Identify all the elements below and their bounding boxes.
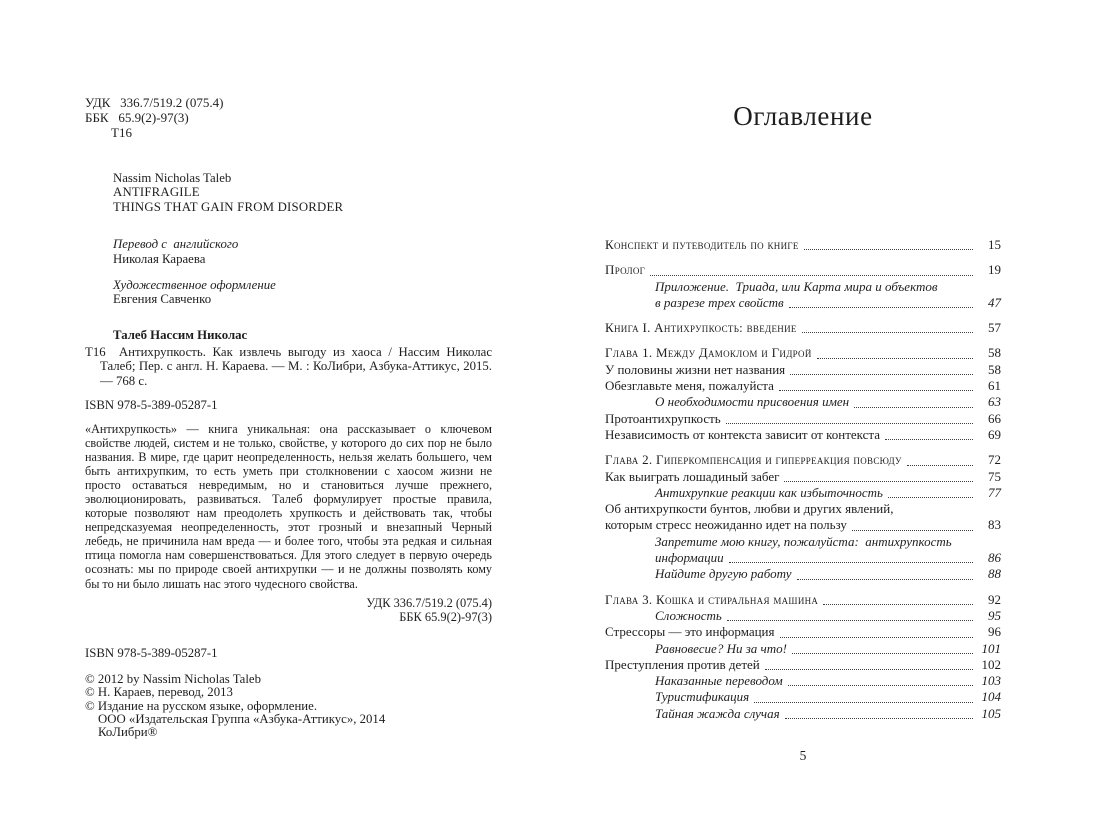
toc-entry [605,279,1001,295]
toc-entry-page: 66 [988,410,1001,426]
toc-entry-label: Стрессоры — это информация [605,624,775,640]
designer-name: Евгения Савченко [113,292,212,307]
toc-entry-label: Глава 2. Гиперкомпенсация и гиперреакция повсюду [605,452,902,468]
toc-entry [605,608,1001,624]
toc-entry-label: Найдите другую работу [655,566,792,582]
toc-entry-label: Запретите мою книгу, пожалуйста: антихрупкость [655,533,952,549]
toc-entry [605,592,1001,608]
contents-page [605,95,1001,722]
toc-entry [605,237,1001,253]
translator-block [85,237,492,266]
toc-entry [605,517,1001,533]
copyright-line: © Н. Караев, перевод, 2013 [85,685,233,700]
toc-entry [605,673,1001,689]
toc-entry-page: 19 [988,262,1001,278]
toc-entry [605,566,1001,582]
toc-entry-label: Наказанные переводом [655,673,783,689]
toc-entry [605,427,1001,443]
toc-leader-dots [907,465,973,466]
toc-leader-dots [817,358,973,359]
toc-entry [605,501,1001,517]
toc-leader-dots [797,579,973,580]
toc-entry [605,295,1001,311]
toc-entry [605,411,1001,427]
toc-leader-dots [784,481,973,482]
toc-entry-page: 61 [988,378,1001,394]
original-title-block [85,171,492,215]
toc-leader-dots [852,530,973,531]
toc-entry-page: 95 [988,607,1001,623]
toc-entry [605,657,1001,673]
toc-entry [605,534,1001,550]
toc-entry-label: Сложность [655,607,722,623]
toc-leader-dots [888,497,973,498]
bbk-line: ББК 65.9(2)-97(3) [85,110,189,126]
toc-leader-dots [785,718,973,719]
toc-entry-label: Преступления против детей [605,656,760,672]
imprint-page [85,95,492,740]
toc-entry [605,706,1001,722]
toc-entry-label: Глава 3. Кошка и стиральная машина [605,591,819,607]
designer-role: Художественное оформление [113,277,276,292]
toc-list [605,237,1001,722]
toc-entry-page: 77 [988,484,1001,500]
copyright-line: © 2012 by Nassim Nicholas Taleb [85,672,261,687]
toc-entry-page: 102 [981,656,1001,672]
toc-entry-page: 104 [981,689,1001,705]
toc-leader-dots [789,307,973,308]
translator-name: Николая Караева [113,251,206,266]
toc-entry-page: 86 [988,550,1001,566]
bbk-footer-line: ББК 65.9(2)-97(3) [399,609,492,624]
translator-role: Перевод с английского [113,237,239,252]
toc-leader-dots [885,439,973,440]
toc-entry-label: информации [655,550,724,566]
catalog-code: Т16 [85,344,106,359]
isbn-line-repeat: ISBN 978-5-389-05287-1 [85,646,218,661]
toc-leader-dots [788,685,973,686]
page-number: 5 [799,748,807,763]
toc-entry [605,320,1001,336]
toc-entry-page: 58 [988,361,1001,377]
toc-entry [605,362,1001,378]
toc-entry [605,345,1001,361]
toc-entry-label: Как выиграть лошадиный забег [605,468,780,484]
toc-entry-label: Обезглавьте меня, пожалуйста [605,378,774,394]
toc-entry-label: Протоантихрупкость [605,410,721,426]
toc-entry-page: 103 [981,673,1001,689]
isbn-line: ISBN 978-5-389-05287-1 [85,397,218,412]
toc-entry-label: в разрезе трех свойств [655,294,784,310]
udk-footer-line: УДК 336.7/519.2 (075.4) [366,595,492,610]
toc-leader-dots [726,423,973,424]
toc-entry-page: 63 [988,394,1001,410]
toc-entry [605,624,1001,640]
toc-entry [605,469,1001,485]
toc-leader-dots [790,374,973,375]
toc-entry [605,394,1001,410]
toc-entry-page: 15 [988,237,1001,252]
toc-entry [605,378,1001,394]
toc-entry-label: У половины жизни нет названия [605,361,786,377]
toc-entry-page: 58 [988,345,1001,361]
toc-entry [605,641,1001,657]
designer-block [85,278,492,307]
toc-entry-label: Конспект и путеводитель по книге [605,237,799,252]
classification-block [85,95,492,141]
toc-entry [605,689,1001,705]
udk-line: УДК 336.7/519.2 (075.4) [85,95,224,110]
author-sign-line: Т16 [85,125,132,141]
toc-entry [605,550,1001,566]
original-subtitle: THINGS THAT GAIN FROM DISORDER [113,199,344,214]
toc-entry-page: 105 [981,705,1001,721]
toc-entry-label: которым стресс неожиданно идет на пользу [605,517,847,533]
toc-leader-dots [823,604,973,605]
annotation-text: «Антихрупкость» — книга уникальная: она рассказывает о ключевом свойстве людей, систем и не только, свойстве, у которого до сих пор не было названия. В мире, где царит неопределенность, нельзя желать большего, чем быть антихрупким, то есть уметь при столкновении с хаосом жизни не просто оставаться невредимым, но и становиться лучше прежнего, эволюционировать, развиваться. Талеб формулирует простые правила, которые позволяют нам преодолеть хрупкость и действовать так, чтобы непредсказуемая неопределенность, этот грозный и внезапный Черный лебедь, не причинила нам вреда — и более того, чтобы эта редкая и сильная птица помогла нам совершенствоваться. Для этого следует в первую очередь осознать: мы по природе своей антихрупки — и не должны позволять кому бы то ни было лишать нас этого чудесного свойства. [85,421,492,591]
original-author: Nassim Nicholas Taleb [113,170,232,185]
toc-entry-label: Тайная жажда случая [655,705,780,721]
original-title: ANTIFRAGILE [113,185,200,200]
copyright-line: © Издание на русском языке, оформление. [85,698,318,713]
toc-entry-label: Книга I. Антихрупкость: введение [605,320,797,336]
toc-entry-page: 69 [988,426,1001,442]
toc-leader-dots [727,620,973,621]
toc-entry-page: 75 [988,468,1001,484]
toc-leader-dots [729,562,973,563]
toc-entry-label: Туристификация [655,689,750,705]
toc-entry-page: 72 [988,452,1001,468]
toc-leader-dots [804,249,973,250]
toc-entry-label: Антихрупкие реакции как избыточность [655,484,883,500]
toc-leader-dots [779,390,973,391]
toc-leader-dots [780,637,974,638]
classification-footer [85,596,492,624]
toc-leader-dots [802,332,973,333]
page-title: Оглавление [733,101,873,131]
toc-entry [605,452,1001,468]
toc-leader-dots [854,407,973,408]
toc-entry-page: 101 [981,640,1001,656]
toc-entry-label: Приложение. Триада, или Карта мира и объектов [655,278,938,294]
toc-entry-label: Равновесие? Ни за что! [655,640,787,656]
copyright-line: КоЛибри® [98,725,158,740]
toc-entry-page: 88 [988,566,1001,582]
toc-entry [605,485,1001,501]
catalog-text: Антихрупкость. Как извлечь выгоду из хаоса / Нассим Николас Талеб; Пер. с англ. Н. Караева. — М. : КоЛибри, Азбука-Аттикус, 2015. — 768 с. [100,344,493,388]
toc-entry-page: 92 [988,591,1001,607]
catalog-entry [85,345,492,389]
toc-leader-dots [754,702,973,703]
toc-entry-label: Об антихрупкости бунтов, любви и других явлений, [605,501,894,517]
toc-leader-dots [650,275,973,276]
toc-entry-label: Независимость от контекста зависит от контекста [605,426,881,442]
toc-entry-page: 57 [988,320,1001,336]
toc-entry-label: Пролог [605,262,646,278]
copyright-block [85,673,492,739]
toc-entry-label: О необходимости присвоения имен [655,394,850,410]
toc-entry-page: 96 [988,624,1001,640]
toc-leader-dots [792,653,973,654]
catalog-spacer [106,345,119,359]
toc-leader-dots [765,669,973,670]
toc-entry-page: 83 [988,517,1001,533]
copyright-line: ООО «Издательская Группа «Азбука-Аттикус», 2014 [98,711,386,726]
toc-entry-page: 47 [988,294,1001,310]
toc-entry-label: Глава 1. Между Дамоклом и Гидрой [605,345,812,361]
toc-entry [605,262,1001,278]
catalog-author: Талеб Нассим Николас [113,327,248,342]
